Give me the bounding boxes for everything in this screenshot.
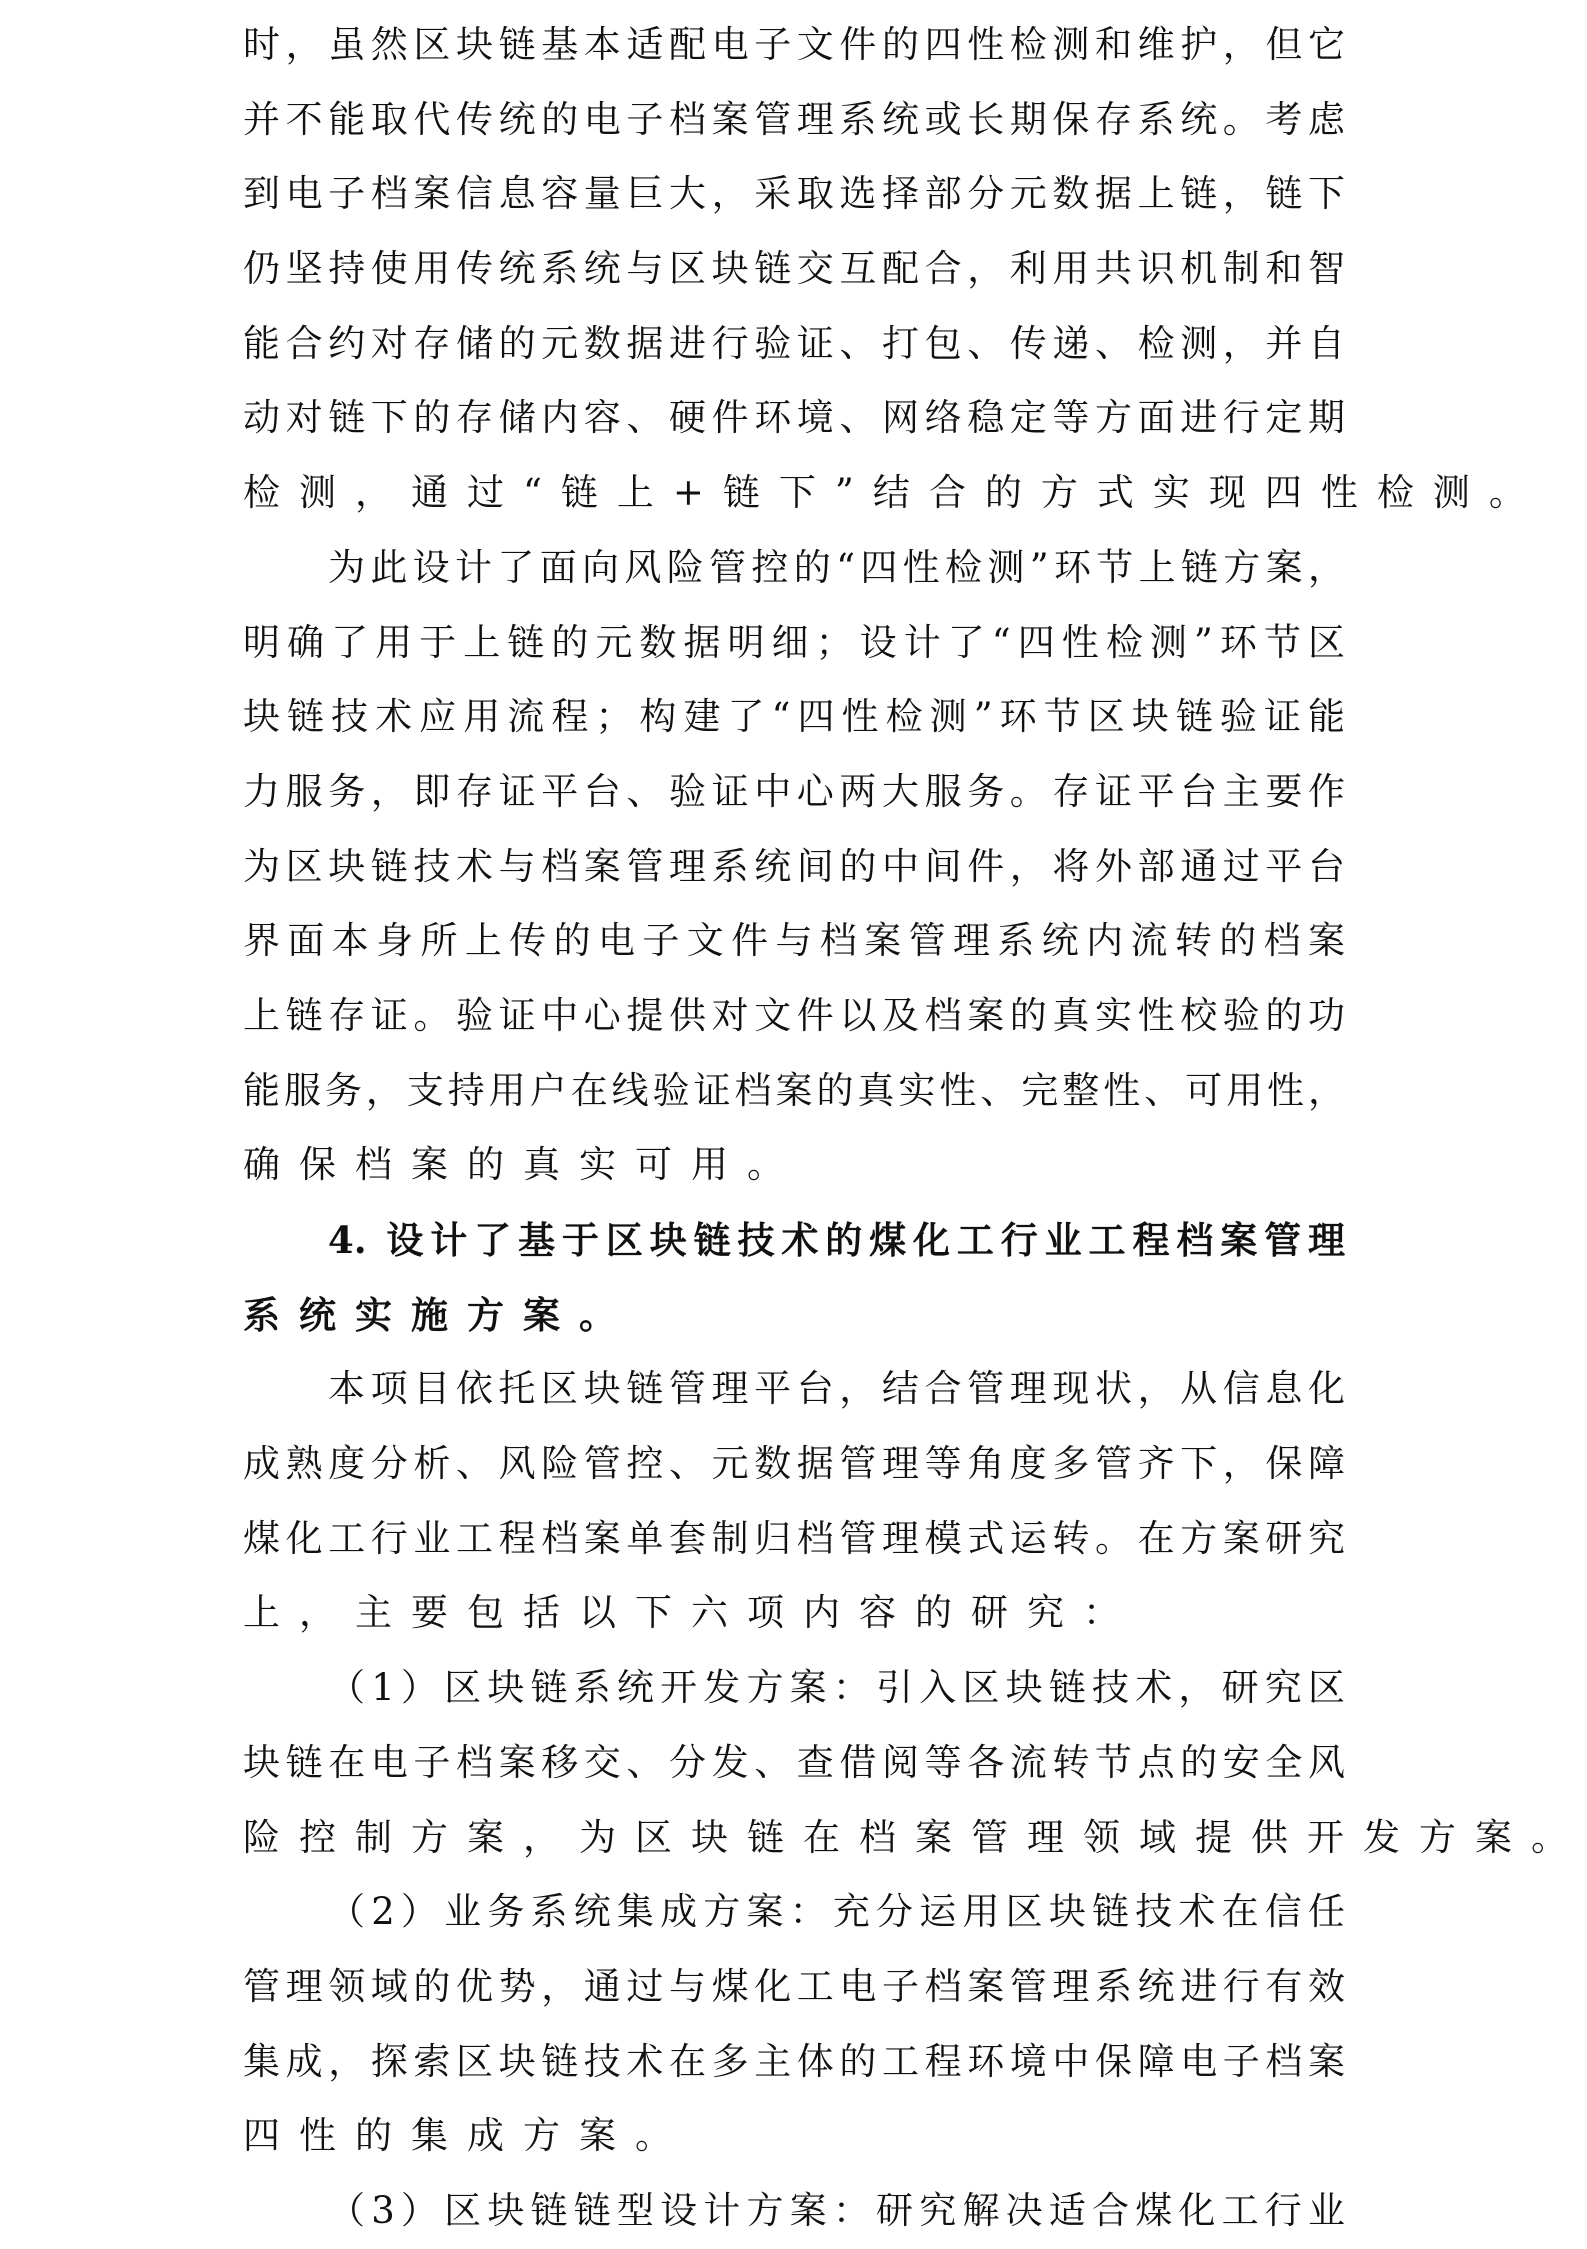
document-page (243, 8, 1587, 2249)
text-line: 为区块链技术与档案管理系统间的中间件，将外部通过平台 (243, 844, 1345, 888)
text-line: 力服务，即存证平台、验证中心两大服务。存证平台主要作 (243, 769, 1345, 813)
text-line: 动对链下的存储内容、硬件环境、网络稳定等方面进行定期 (243, 396, 1345, 440)
text-line: （1）区块链系统开发方案：引入区块链技术，研究区 (328, 1666, 1345, 1710)
text-line: 块链在电子档案移交、分发、查借阅等各流转节点的安全风 (243, 1740, 1345, 1784)
text-line: （2）业务系统集成方案：充分运用区块链技术在信任 (328, 1890, 1345, 1934)
text-line: 上，主要包括以下六项内容的研究： (243, 1591, 1139, 1635)
text-line: （3）区块链链型设计方案：研究解决适合煤化工行业 (328, 2188, 1345, 2232)
text-line: 险控制方案，为区块链在档案管理领域提供开发方案。 (243, 1815, 1587, 1859)
text-line: 时，虽然区块链基本适配电子文件的四性检测和维护，但它 (243, 23, 1345, 66)
text-line: 检测，通过“链上+链下”结合的方式实现四性检测。 (243, 471, 1545, 515)
list-item-1 (243, 1651, 1587, 1875)
text-line: 成熟度分析、风险管控、元数据管理等角度多管齐下，保障 (243, 1442, 1345, 1486)
paragraph-continued (243, 8, 1545, 531)
text-line: 仍坚持使用传统系统与区块链交互配合，利用共识机制和智 (243, 247, 1345, 291)
text-line: 块链技术应用流程；构建了“四性检测”环节区块链验证能 (243, 695, 1345, 739)
text-line: 四性的集成方案。 (243, 2114, 691, 2158)
text-line: 界面本身所上传的电子文件与档案管理系统内流转的档案 (243, 919, 1345, 963)
paragraph-project-overview (243, 1352, 1345, 1651)
text-line: 管理领域的优势，通过与煤化工电子档案管理系统进行有效 (243, 1964, 1345, 2008)
paragraph-four-properties-scheme (243, 531, 1345, 1203)
text-line: 并不能取代传统的电子档案管理系统或长期保存系统。考虑 (243, 97, 1345, 141)
text-line: 集成，探索区块链技术在多主体的工程环境中保障电子档案 (243, 2039, 1345, 2083)
text-line: 上链存证。验证中心提供对文件以及档案的真实性校验的功 (243, 993, 1345, 1037)
text-line: 煤化工行业工程档案单套制归档管理模式运转。在方案研究 (243, 1516, 1345, 1560)
text-line: 本项目依托区块链管理平台，结合管理现状，从信息化 (328, 1367, 1345, 1411)
text-line: 能合约对存储的元数据进行验证、打包、传递、检测，并自 (243, 321, 1345, 365)
text-line: 确保档案的真实可用。 (243, 1143, 803, 1187)
text-line: 为此设计了面向风险管控的“四性检测”环节上链方案， (328, 545, 1345, 589)
heading-line: 4. 设计了基于区块链技术的煤化工行业工程档案管理 (328, 1218, 1345, 1262)
list-item-3 (243, 2174, 1345, 2249)
heading-line: 系统实施方案。 (243, 1292, 635, 1337)
text-line: 到电子档案信息容量巨大，采取选择部分元数据上链，链下 (243, 172, 1345, 216)
text-line: 明确了用于上链的元数据明细；设计了“四性检测”环节区 (243, 620, 1345, 664)
text-line: 能服务，支持用户在线验证档案的真实性、完整性、可用性， (243, 1068, 1345, 1112)
list-item-2 (243, 1875, 1345, 2174)
section-heading-4 (243, 1203, 1345, 1352)
